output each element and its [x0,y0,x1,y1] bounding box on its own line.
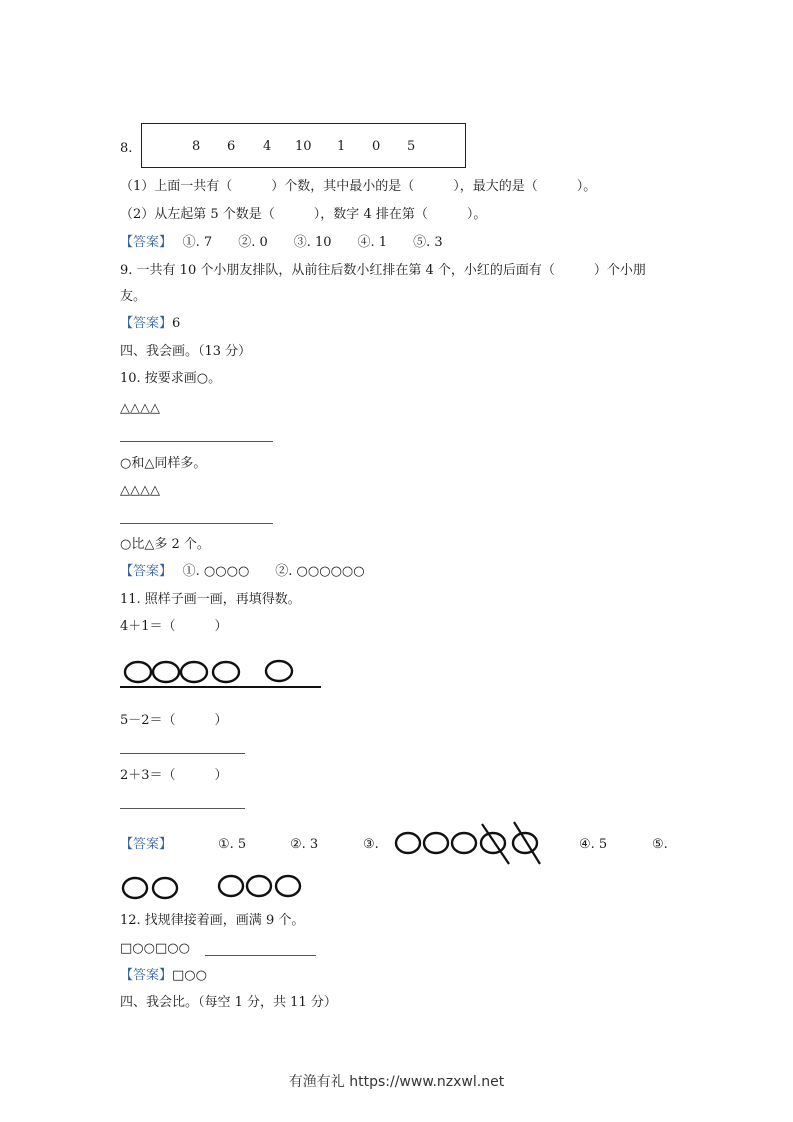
oval [247,876,271,896]
answer-1: ①. 5 [218,837,247,852]
answer-line [120,441,273,442]
oval [396,833,420,853]
answer-4: ④. 5 [579,837,608,852]
answer-2: ②. 3 [290,837,319,852]
question-9-line-1: 9. 一共有 10 个小朋友排队，从前往后数小红排在第 4 个，小红的后面有（ ）个小朋 [120,263,646,278]
question-8-part-2: （2）从左起第 5 个数是（ ），数字 4 排在第（ ）。 [120,207,487,222]
answer-tag: 【答案】 [120,316,173,331]
question-10-title: 10. 按要求画○。 [120,371,222,386]
oval [153,662,179,682]
answer-row [120,315,180,333]
box-number: 6 [227,139,236,154]
example-ovals [118,656,324,690]
box-number: 0 [372,139,381,154]
box-number: 5 [407,139,416,154]
triangles-row: △△△△ [120,401,160,416]
answer-ovals-crossed [392,820,544,868]
answer-tag: 【答案】 [120,837,173,852]
pattern-row: □○○□○○ [120,941,190,956]
section-heading: 四、我会比。（每空 1 分，共 11 分） [120,995,337,1010]
oval [123,878,147,898]
triangles-row: △△△△ [120,483,160,498]
oval [266,661,292,681]
section-heading: 四、我会画。（13 分） [120,344,252,359]
oval [513,833,537,853]
answer-text: ①. 7 ②. 0 ③. 10 ④. 1 ⑤. 3 [182,235,443,250]
oval [276,876,300,896]
oval [181,662,207,682]
oval [125,662,151,682]
box-number: 10 [295,139,312,154]
answer-row [120,563,365,581]
oval [481,833,505,853]
answer-line [120,753,245,754]
answer-5: ⑤. [652,837,668,852]
answer-line [120,523,273,524]
question-11-title: 11. 照样子画一画，再填得数。 [120,592,301,607]
equation-1: 4＋1＝（ ） [120,619,228,634]
answer-text: □○○ [172,968,207,983]
answer-tag: 【答案】 [120,968,173,983]
oval [153,878,177,898]
answer-text: 6 [172,316,181,331]
question-8-number: 8. [120,141,133,156]
answer-line [205,955,316,956]
footer-watermark: 有渔有礼 https://www.nzxwl.net [288,1074,505,1090]
answer-tag: 【答案】 [120,564,166,579]
question-10-caption-1: ○和△同样多。 [120,456,207,471]
oval [452,833,476,853]
question-12-title: 12. 找规律接着画，画满 9 个。 [120,913,305,928]
question-9-line-2: 友。 [120,289,147,304]
box-number: 8 [192,139,201,154]
answer-row [120,234,443,252]
answer-line [120,808,245,809]
answer-ovals [118,874,308,902]
oval [424,833,448,853]
answer-text: ①. ○○○○ ②. ○○○○○○ [182,564,365,579]
answer-tag: 【答案】 [120,235,166,250]
oval [213,662,239,682]
equation-3: 2＋3＝（ ） [120,768,228,783]
oval [219,876,243,896]
answer-row [120,967,207,985]
question-8-part-1: （1）上面一共有（ ）个数，其中最小的是（ ），最大的是（ ）。 [120,179,597,194]
box-number: 4 [263,139,272,154]
question-10-caption-2: ○比△多 2 个。 [120,537,210,552]
answer-3: ③. [363,837,379,852]
box-number: 1 [337,139,346,154]
equation-2: 5－2＝（ ） [120,713,228,728]
